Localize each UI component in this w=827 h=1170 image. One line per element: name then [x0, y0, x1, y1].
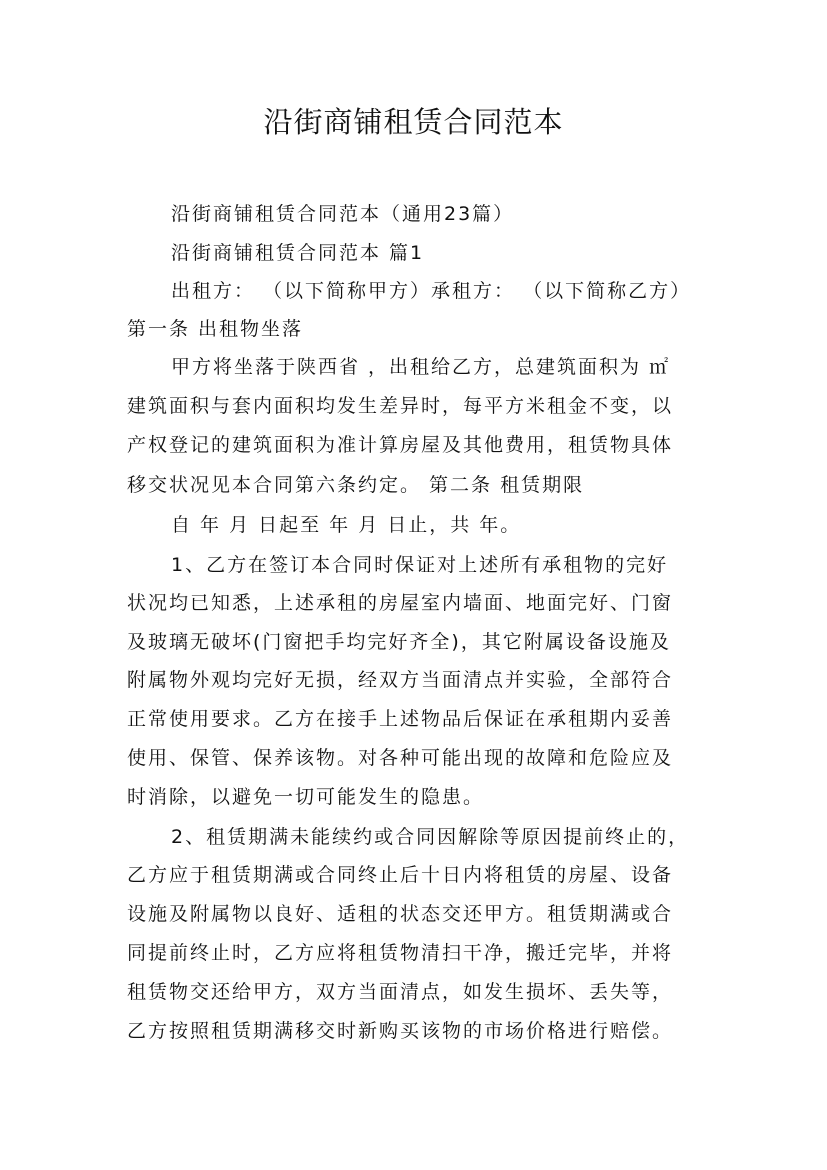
paragraph-line: 设施及附属物以良好、适租的状态交还甲方。租赁期满或合 — [127, 903, 674, 925]
section-heading: 沿街商铺租赁合同范本 篇1 — [171, 242, 425, 264]
paragraph-line: 使用、保管、保养该物。对各种可能出现的故障和危险应及 — [127, 747, 674, 769]
paragraph-line: 移交状况见本合同第六条约定。 第二条 租赁期限 — [127, 474, 585, 496]
paragraph-line: 产权登记的建筑面积为准计算房屋及其他费用，租赁物具体 — [127, 434, 674, 456]
paragraph-line: 2、租赁期满未能续约或合同因解除等原因提前终止的， — [171, 826, 690, 848]
paragraph-line: 1、乙方在签订本合同时保证对上述所有承租物的完好 — [171, 554, 669, 576]
subtitle-line: 沿街商铺租赁合同范本（通用23篇） — [171, 203, 515, 225]
parties-line: 出租方： （以下简称甲方）承租方： （以下简称乙方） — [171, 280, 692, 302]
paragraph-line: 附属物外观均完好无损，经双方当面清点并实验，全部符合 — [127, 669, 674, 691]
paragraph-line: 时消除，以避免一切可能发生的隐患。 — [127, 786, 485, 808]
paragraph-line: 甲方将坐落于陕西省 ，出租给乙方，总建筑面积为 ㎡ — [171, 356, 671, 378]
paragraph-line: 租赁物交还给甲方，双方当面清点，如发生损坏、丢失等， — [127, 981, 674, 1003]
paragraph-line: 建筑面积与套内面积均发生差异时，每平方米租金不变，以 — [127, 395, 674, 417]
document-title: 沿街商铺租赁合同范本 — [263, 105, 564, 139]
paragraph-line: 乙方应于租赁期满或合同终止后十日内将租赁的房屋、设备 — [127, 864, 674, 886]
paragraph-line: 正常使用要求。乙方在接手上述物品后保证在承租期内妥善 — [127, 708, 674, 730]
paragraph-line: 同提前终止时，乙方应将租赁物清扫干净，搬迁完毕，并将 — [127, 942, 674, 964]
paragraph-line: 自 年 月 日起至 年 月 日止，共 年。 — [171, 514, 522, 536]
paragraph-line: 乙方按照租赁期满移交时新购买该物的市场价格进行赔偿。 — [127, 1020, 674, 1042]
article-heading: 第一条 出租物坐落 — [127, 318, 304, 340]
paragraph-line: 状况均已知悉，上述承租的房屋室内墙面、地面完好、门窗 — [127, 592, 674, 614]
paragraph-line: 及玻璃无破坏(门窗把手均完好齐全)，其它附属设备设施及 — [127, 631, 671, 653]
